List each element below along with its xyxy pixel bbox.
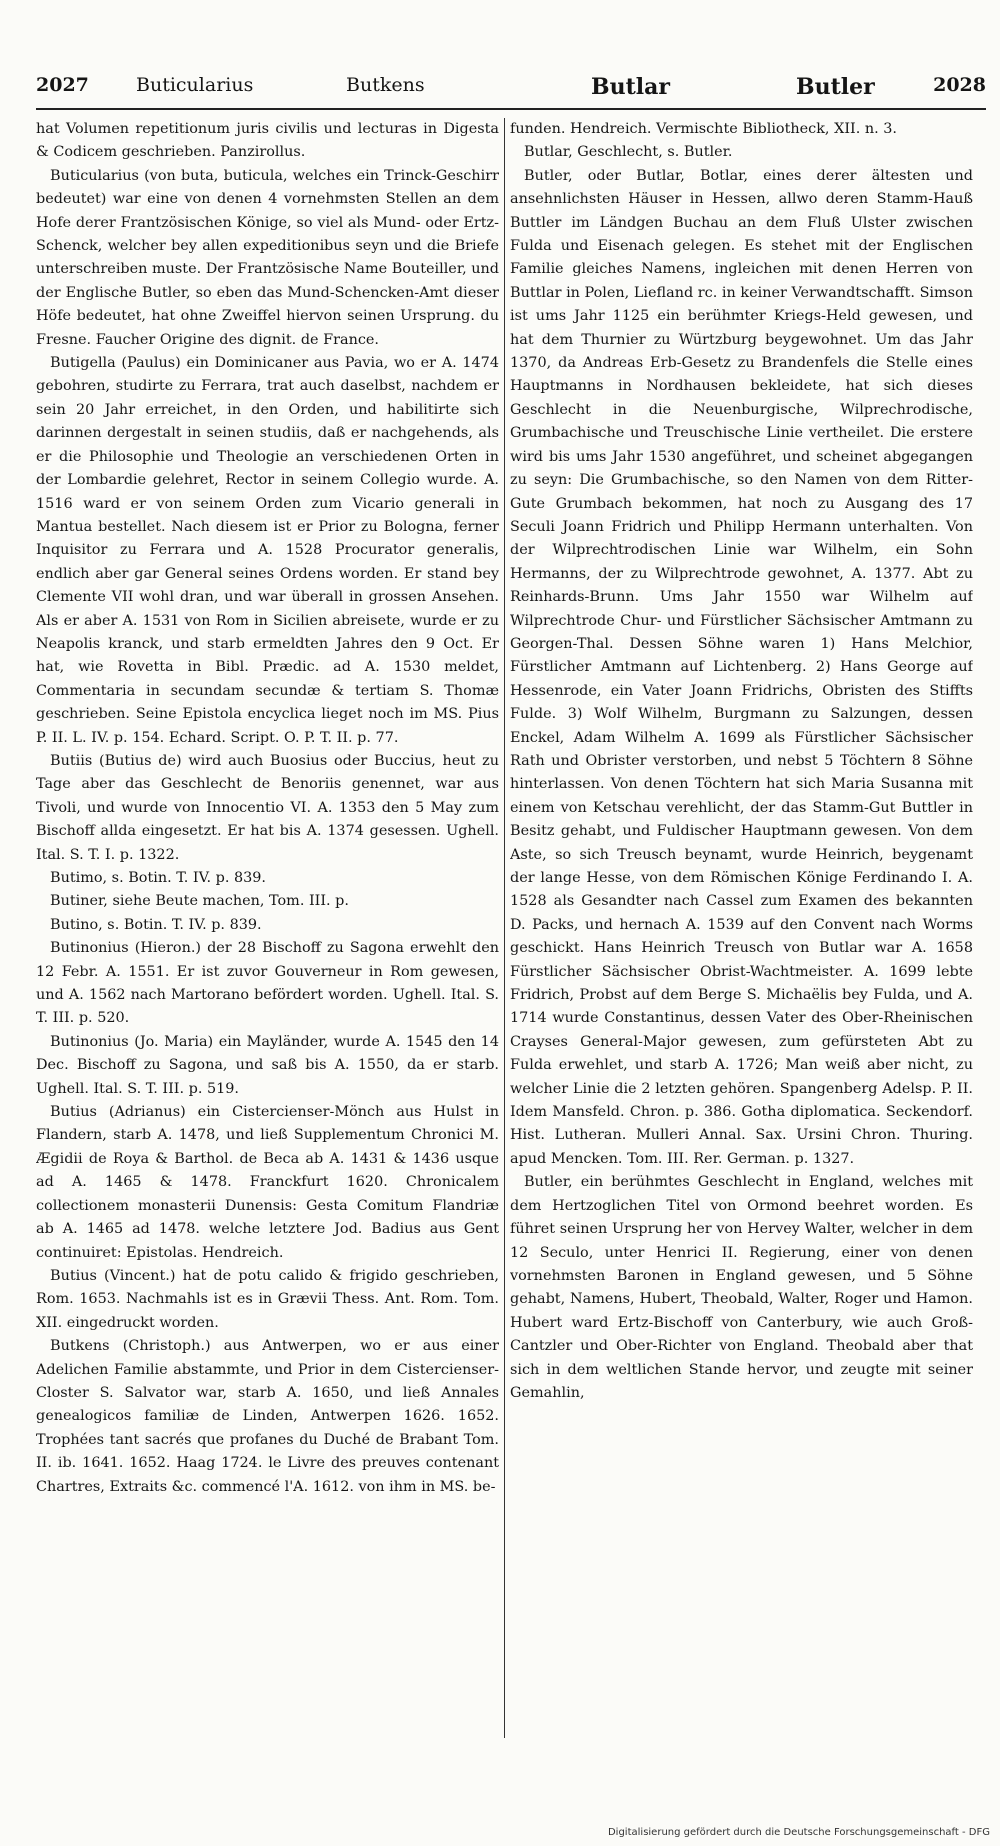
entry-paragraph: Butler, ein berühmtes Geschlecht in England, welches mit dem Hertzoglichen Titel von Ormond beehret worden. Es führet seinen Ursprung her von Hervey Walter, welcher in dem 12 Seculo, unter Henrici II. Regierung, einer von denen vornehmsten Baronen in England gewesen, und 5 Söhne gehabt, Namens, Hubert, Theobald, Walter, Roger und Hamon. Hubert ward Ertz-Bischoff von Canterbury, wie auch Groß-Cantzler und Ober-Richter von England. Theobald aber that sich in dem weltlichen Stande hervor, und zeugte mit seiner Gemahlin, (510, 1174, 973, 1401)
entry-paragraph: Butino, s. Botin. T. IV. p. 839. (50, 916, 262, 933)
left-guide-word-2: Butkens (346, 74, 425, 96)
right-guide-word-1: Butlar (591, 74, 670, 100)
left-guide-word-1: Buticularius (136, 74, 254, 96)
entry-paragraph: Butigella (Paulus) ein Dominicaner aus Pavia, wo er A. 1474 gebohren, studirte zu Ferrara, trat auch daselbst, nachdem er sein 20 Jahr erreichet, in den Orden, und habilitirte sich darinnen dergestalt in seinen studiis, daß er nachgehends, als er die Philosophie und Theologie an verschiedenen Orten in der Lombardie gelehret, Rector in seinem Collegio wurde. A. 1516 ward er von seinem Orden zum Vicario generali in Mantua bestellet. Nach diesem ist er Prior zu Bologna, ferner Inquisitor zu Ferrara und A. 1528 Procurator generalis, endlich aber gar General seines Ordens worden. Er stand bey Clemente VII wohl dran, und war überall in grossen Ansehen. Als er aber A. 1531 von Rom in Sicilien abreisete, wurde er zu Neapolis kranck, und starb ermeldten Jahres den 9 Oct. Er hat, wie Rovetta in Bibl. Prædic. ad A. 1530 meldet, Commentaria in secundam secundæ & tertiam S. Thomæ geschrieben. Seine Epistola encyclica lieget noch im MS. Pius P. II. L. IV. p. 154. Echard. Script. O. P. T. II. p. 77. (36, 355, 499, 746)
entry-paragraph: funden. Hendreich. Vermischte Bibliotheck, XII. n. 3. (510, 121, 897, 137)
entry-paragraph: Butler, oder Butlar, Botlar, eines derer ältesten und ansehnlichsten Häuser in Hessen, allwo deren Stamm-Hauß Buttler im Ländgen Buchau an dem Fluß Ulster zwischen Fulda und Eisenach gelegen. Es stehet mit der Englischen Familie gleiches Namens, ingleichen mit denen Herren von Buttlar in Polen, Liefland rc. in keiner Verwandtschafft. Simson ist ums Jahr 1125 ein berühmter Kriegs-Held gewesen, und hat dem Thurnier zu Würtzburg beygewohnet. Um das Jahr 1370, da Andreas Erb-Gesetz zu Brandenfels die Stelle eines Hauptmanns in Nordhausen bekleidete, hat sich dieses Geschlecht in die Neuenburgische, Wilprechrodische, Grumbachische und Treuschische Linie vertheilet. Die erstere wird bis ums Jahr 1530 angeführet, und scheinet abgegangen zu seyn: Die Grumbachische, so den Namen von dem Ritter-Gute Grumbach bekommen, hat noch zu Ausgang des 17 Seculi Joann Fridrich und Philipp Hermann unterhalten. Von der Wilprechtrodischen Linie war Wilhelm, ein Sohn Hermanns, der zu Wilprechtrode gewohnet, A. 1377. Abt zu Reinhards-Brunn. Ums Jahr 1550 war Wilhelm auf Wilprechtrode Chur- und Fürstlicher Sächsischer Amtmann zu Georgen-Thal. Dessen Söhne waren 1) Hans Melchior, Fürstlicher Amtmann auf Lichtenberg. 2) Hans George auf Hessenrode, ein Vater Joann Fridrichs, Obristen des Stiffts Fulde. 3) Wolf Wilhelm, Burgmann zu Salzungen, dessen Enckel, Adam Wilhelm A. 1699 als Fürstlicher Sächsischer Rath und Obrister verstorben, und nebst 5 Töchtern 8 Söhne hinterlassen. Von denen Töchtern hat sich Maria Susanna mit einem von Ketschau verehlicht, der das Stamm-Gut Buttler in Besitz gehabt, und Fuldischer Hauptmann gewesen. Von dem Aste, so sich Treusch beynamt, wurde Heinrich, beygenamt der lange Hesse, von dem Römischen Könige Ferdinando I. A. 1528 als Gesandter nach Cassel zum Examen des bekannten D. Packs, und hernach A. 1539 auf den Convent nach Worms geschickt. Hans Heinrich Treusch von Butlar war A. 1658 Fürstlicher Sächsischer Obrist-Wachtmeister. A. 1699 lebte Fridrich, Probst auf dem Berge S. Michaëlis bey Fulda, und A. 1714 wurde Constantinus, dessen Vater des Ober-Rheinischen Crayses General-Major gewesen, zum gefürsteten Abt zu Fulda erwehlet, und starb A. 1726; Man weiß aber nicht, zu welcher Linie die 2 letzten gehören. Spangenberg Adelsp. P. II. Idem Mansfeld. Chron. p. 386. Gotha diplomatica. Seckendorf. Hist. Lutheran. Mulleri Annal. Sax. Ursini Chron. Thuring. apud Mencken. Tom. III. Rer. German. p. 1327. (510, 167, 973, 1167)
entry-paragraph: Butinonius (Hieron.) der 28 Bischoff zu Sagona erwehlt den 12 Febr. A. 1551. Er ist zuvor Gouverneur in Rom gewesen, und A. 1562 nach Martorano befördert worden. Ughell. Ital. S. T. III. p. 520. (36, 940, 499, 1027)
entry-paragraph: Butinonius (Jo. Maria) ein Mayländer, wurde A. 1545 den 14 Dec. Bischoff zu Sagona, und saß bis A. 1550, da er starb. Ughell. Ital. S. T. III. p. 519. (36, 1033, 499, 1097)
entry-paragraph: Butius (Adrianus) ein Cistercienser-Mönch aus Hulst in Flandern, starb A. 1478, und ließ Supplementum Chronici M. Ægidii de Roya & Barthol. de Beca ab A. 1431 & 1436 usque ad A. 1465 & 1478. Franckfurt 1620. Chronicalem collectionem monasterii Dunensis: Gesta Comitum Flandriæ ab A. 1465 ad 1478. welche letztere Jod. Badius aus Gent continuiret: Epistolas. Hendreich. (36, 1104, 499, 1261)
entry-paragraph: Butlar, Geschlecht, s. Butler. (524, 144, 733, 161)
right-guide-word-2: Butler (796, 74, 875, 100)
column-divider (504, 118, 505, 1738)
entry-paragraph: Butimo, s. Botin. T. IV. p. 839. (50, 870, 267, 886)
right-page-number: 2028 (933, 74, 986, 96)
left-page-number: 2027 (36, 74, 89, 96)
digitization-credit: Digitalisierung gefördert durch die Deutsche Forschungsgemeinschaft - DFG (607, 1827, 990, 1838)
entry-paragraph: Butiis (Butius de) wird auch Buosius oder Buccius, heut zu Tage aber das Geschlecht de Benoriis genennet, war aus Tivoli, und wurde von Innocentio VI. A. 1353 den 5 May zum Bischoff allda eingesetzt. Er hat bis A. 1374 gesessen. Ughell. Ital. S. T. I. p. 1322. (36, 752, 499, 863)
entry-paragraph: Butkens (Christoph.) aus Antwerpen, wo er aus einer Adelichen Familie abstammte, und Prior in dem Cistercienser-Closter S. Salvator war, starb A. 1650, und ließ Annales genealogicos familiæ de Linden, Antwerpen 1626. 1652. Trophées tant sacrés que profanes du Duché de Brabant Tom. II. ib. 1641. 1652. Haag 1724. le Livre des preuves contenant Chartres, Extraits &c. commencé l'A. 1612. von ihm in MS. be- (36, 1338, 499, 1495)
running-header (36, 74, 986, 106)
left-text-column (36, 118, 499, 1798)
header-rule (36, 108, 986, 110)
right-text-column (510, 118, 973, 1798)
entry-paragraph: Butius (Vincent.) hat de potu calido & frigido geschrieben, Rom. 1653. Nachmahls ist es in Grævii Thess. Ant. Rom. Tom. XII. eingedruckt worden. (36, 1267, 499, 1331)
entry-paragraph: hat Volumen repetitionum juris civilis und lecturas in Digesta & Codicem geschrieben. Panzirollus. (36, 121, 499, 161)
entry-paragraph: Butiner, siehe Beute machen, Tom. III. p. (50, 893, 349, 910)
entry-paragraph: Buticularius (von buta, buticula, welches ein Trinck-Geschirr bedeutet) war eine von denen 4 vornehmsten Stellen an dem Hofe derer Frantzösischen Könige, so viel als Mund- oder Ertz-Schenck, welcher bey allen expeditionibus seyn und die Briefe unterschreiben muste. Der Frantzösische Name Bouteiller, und der Englische Butler, so eben das Mund-Schencken-Amt dieser Höfe bedeutet, hat ohne Zweiffel hiervon seinen Ursprung. du Fresne. Faucher Origine des dignit. de France. (36, 167, 499, 348)
